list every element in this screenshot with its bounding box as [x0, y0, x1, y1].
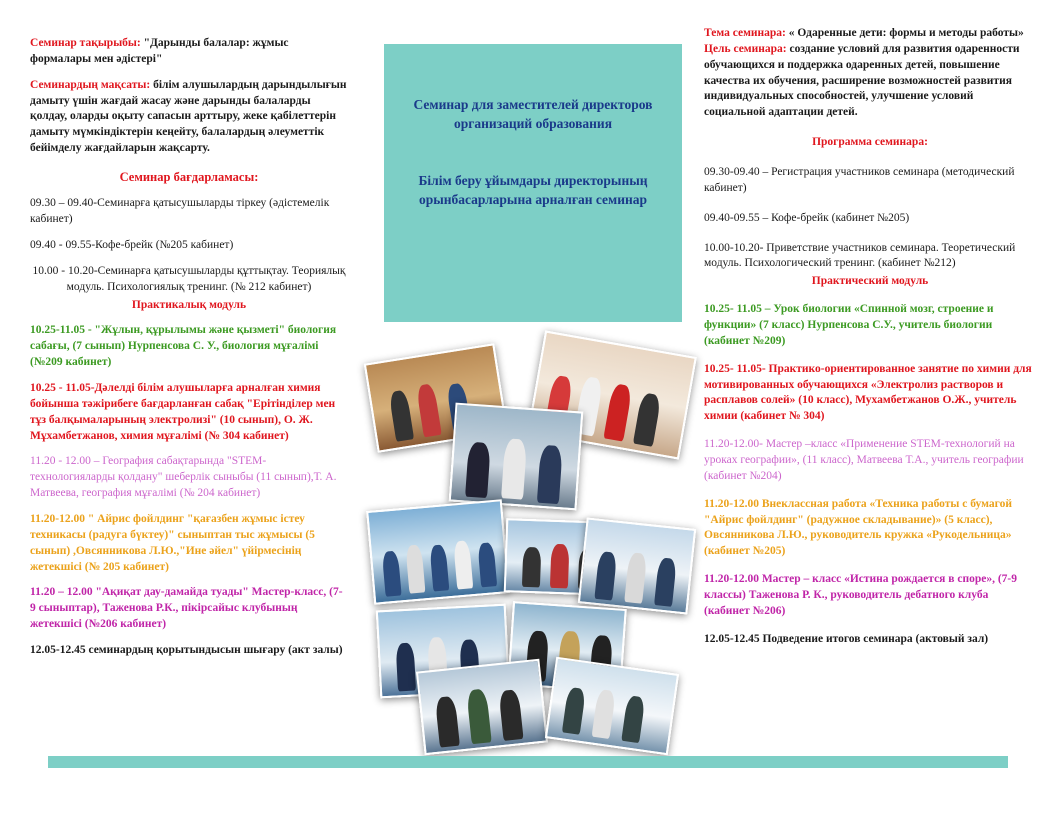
photo-4 — [366, 499, 510, 604]
right-practical-6: 12.05-12.45 Подведение итогов семинара (актовый зал) — [704, 632, 989, 645]
left-goal-text: білім алушылардың дарындылығын дамыту үшін жағдай жасау және дарынды балаларды қолдау, оларды оқыту сапасын арттыру, жеке қабілеттерін дамыту мүмкіндіктерін кеңейту, балалардың әлеуметтік бейімделу жағдайларын жақсарту. — [30, 78, 347, 155]
right-goal-label: Цель семинара: — [704, 42, 787, 55]
left-practical-6: 12.05-12.45 семинардың қорытындысын шығару (акт залы) — [30, 644, 343, 657]
right-topic-text: « Одаренные дети: формы и методы работы» — [788, 27, 1024, 39]
left-practical-title: Практикалық модуль — [131, 298, 247, 311]
left-program-title: Семинар бағдарламасы: — [119, 170, 259, 185]
left-practical-5: 11.20 – 12.00 "Ақиқат дау-дамайда туады" Мастер-класс, (7-9 сыныптар), Таженова Р.К., пікірсайыс клубының жетекшісі (№206 кабинет) — [30, 586, 343, 631]
right-topic — [704, 26, 1036, 42]
left-item-3: 10.00 - 10.20-Семинарға қатысушыларды құттықтау. Теориялық модуль. Психологиялық тренинг. (№ 212 кабинет) — [32, 264, 346, 293]
title-ru: Семинар для заместителей директоров организаций образования — [413, 97, 653, 131]
right-program-title: Программа семинара: — [812, 136, 928, 149]
photo-collage — [360, 335, 690, 755]
right-practical-3: 11.20-12.00- Мастер –класс «Применение STEM-технологий на уроках географии», (11 класс), Матвеева Т.А., учитель географии (кабинет №204) — [704, 438, 1024, 482]
photo-3 — [449, 403, 584, 511]
right-goal-text: создание условий для развития одаренности обучающихся и поддержка одаренных детей, повышение качества их обучения, расширение возможностей развития индивидуальных способностей, улучшение условий социальной адаптации детей. — [704, 42, 1020, 119]
right-item-3: 10.00-10.20- Приветствие участников семинара. Теоретический модуль. Психологический тренинг. (кабинет №212) — [704, 241, 1016, 270]
left-topic-text: "Дарынды балалар: жұмыс формалары мен әдістері" — [30, 37, 289, 65]
photo-6 — [578, 517, 696, 614]
photo-10 — [545, 657, 679, 755]
right-item-2: 09.40-09.55 – Кофе-брейк (кабинет №205) — [704, 211, 910, 224]
title-kz: Білім беру ұйымдары директорының орынбасарларына арналған семинар — [418, 173, 648, 207]
right-column — [704, 26, 1036, 648]
left-column — [30, 36, 348, 659]
right-goal — [704, 42, 1036, 121]
left-goal — [30, 78, 348, 157]
left-item-2: 09.40 - 09.55-Кофе-брейк (№205 кабинет) — [30, 238, 234, 251]
left-topic-label: Семинар тақырыбы: — [30, 37, 141, 49]
right-practical-1: 10.25- 11.05 – Урок биологии «Спинной мозг, строение и функции» (7 класс) Нурпенсова С.У., учитель биологии (кабинет №209) — [704, 303, 994, 347]
right-item-1: 09.30-09.40 – Регистрация участников семинара (методический кабинет) — [704, 166, 1015, 194]
right-topic-label: Тема семинара: — [704, 27, 786, 39]
left-goal-label: Семинардың мақсаты: — [30, 78, 151, 91]
right-practical-4: 11.20-12.00 Внеклассная работа «Техника работы с бумагой "Айрис фойлдинг" (радужное складывание)» (5 класс), Овсянникова Л.Ю., руководитель кружка «Рукодельница» (кабинет №205) — [704, 497, 1012, 558]
right-practical-5: 11.20-12.00 Мастер – класс «Истина рождается в споре», (7-9 классы) Таженова Р. К., руководитель дебатного клуба (кабинет №206) — [704, 573, 1017, 617]
right-practical-title: Практический модуль — [811, 275, 929, 288]
left-practical-4: 11.20-12.00 " Айрис фойлдинг "қағазбен жұмыс істеу техникасы (радуга бүктеу)" сыныптан тыс жұмысы (5 сынып) ,Овсянникова Л.Ю.,"Ине әйел" үйірмесінің жетекшісі (№ 205 кабинет) — [30, 513, 315, 573]
left-topic — [30, 36, 348, 68]
left-practical-1: 10.25-11.05 - "Жұлын, құрылымы және қызметі" биология сабағы, (7 сынып) Нурпенсова С. У., биология мұғалімі (№209 кабинет) — [30, 324, 337, 369]
photo-9 — [416, 659, 548, 756]
left-practical-3: 11.20 - 12.00 – География сабақтарында "STEM-технологияларды қолдану" шеберлік сыныбы (11 сынып),Т. А. Матвеева, география мұғалімі (№ 204 кабинет) — [30, 455, 337, 500]
right-practical-2: 10.25- 11.05- Практико-ориентированное занятие по химии для мотивированных обучающихся «Электролиз растворов и расплавов солей» (10 класс), Мухамбетжанов О.Ж., учитель химии (кабинет № 304) — [704, 362, 1032, 423]
left-practical-2: 10.25 - 11.05-Дәлелді білім алушыларға арналған химия бойынша тәжірибеге бағдарланған сабақ "Ерітінділер мен тұз балқымаларының электролизі" (10 сынып), О. Ж. Мұхамбетжанов, химия мұғалімі (№ 304 кабинет) — [30, 382, 336, 442]
bottom-bar — [48, 756, 1008, 768]
left-item-1: 09.30 – 09.40-Семинарға қатысушыларды тіркеу (әдістемелік кабинет) — [30, 197, 330, 226]
title-panel — [384, 44, 682, 322]
